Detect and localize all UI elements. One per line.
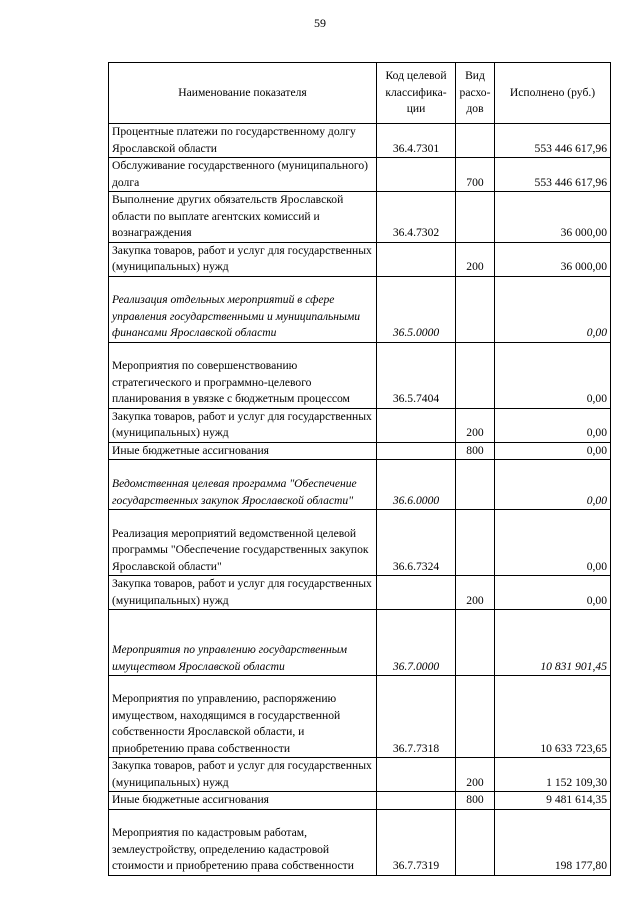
table-row (109, 276, 611, 342)
cell-code: 36.5.7404 (377, 342, 456, 408)
cell-name: Иные бюджетные ассигнования (109, 442, 377, 460)
cell-code (377, 576, 456, 610)
cell-amount: 10 633 723,65 (495, 676, 611, 758)
cell-code: 36.4.7302 (377, 192, 456, 243)
cell-amount: 0,00 (495, 342, 611, 408)
cell-name: Ведомственная целевая программа "Обеспечение государственных закупок Ярославской области" (109, 460, 377, 510)
cell-amount: 0,00 (495, 576, 611, 610)
cell-amount: 0,00 (495, 510, 611, 576)
cell-code: 36.7.0000 (377, 610, 456, 676)
cell-name: Закупка товаров, работ и услуг для государственных (муниципальных) нужд (109, 576, 377, 610)
cell-amount: 10 831 901,45 (495, 610, 611, 676)
cell-kind: 200 (456, 758, 495, 792)
table-row (109, 124, 611, 158)
cell-amount: 1 152 109,30 (495, 758, 611, 792)
cell-code: 36.6.7324 (377, 510, 456, 576)
cell-kind (456, 510, 495, 576)
cell-code: 36.4.7301 (377, 124, 456, 158)
cell-code: 36.7.7318 (377, 676, 456, 758)
cell-amount: 0,00 (495, 442, 611, 460)
table-row (109, 792, 611, 810)
cell-name: Мероприятия по совершенствованию стратегического и программно-целевого планирования в увязке с бюджетным процессом (109, 342, 377, 408)
cell-kind: 800 (456, 792, 495, 810)
table-row (109, 676, 611, 758)
cell-name: Процентные платежи по государственному долгу Ярославской области (109, 124, 377, 158)
cell-kind (456, 342, 495, 408)
cell-name: Выполнение других обязательств Ярославской области по выплате агентских комиссий и вознаграждения (109, 192, 377, 243)
cell-amount: 36 000,00 (495, 192, 611, 243)
cell-code: 36.6.0000 (377, 460, 456, 510)
cell-amount: 0,00 (495, 408, 611, 442)
cell-name: Закупка товаров, работ и услуг для государственных (муниципальных) нужд (109, 758, 377, 792)
cell-name: Иные бюджетные ассигнования (109, 792, 377, 810)
cell-code (377, 758, 456, 792)
cell-kind (456, 192, 495, 243)
cell-amount: 198 177,80 (495, 809, 611, 875)
cell-amount: 36 000,00 (495, 242, 611, 276)
table-row (109, 408, 611, 442)
cell-code (377, 408, 456, 442)
cell-code: 36.7.7319 (377, 809, 456, 875)
cell-name: Мероприятия по кадастровым работам, землеустройству, определению кадастровой стоимости и приобретению права собственности (109, 809, 377, 875)
cell-amount: 553 446 617,96 (495, 158, 611, 192)
table-header-row (109, 63, 611, 124)
cell-name: Закупка товаров, работ и услуг для государственных (муниципальных) нужд (109, 408, 377, 442)
cell-kind: 200 (456, 576, 495, 610)
cell-name: Мероприятия по управлению, распоряжению имуществом, находящимся в государственной собственности Ярославской области, и приобретению права собственности (109, 676, 377, 758)
cell-amount: 0,00 (495, 276, 611, 342)
cell-name: Реализация мероприятий ведомственной целевой программы "Обеспечение государственных закупок Ярославской области" (109, 510, 377, 576)
cell-name: Обслуживание государственного (муниципального) долга (109, 158, 377, 192)
cell-kind (456, 276, 495, 342)
cell-amount: 553 446 617,96 (495, 124, 611, 158)
header-code: Код целевой классифика-ции (377, 63, 456, 124)
cell-amount: 0,00 (495, 460, 611, 510)
cell-code (377, 792, 456, 810)
table-row (109, 510, 611, 576)
table-row (109, 442, 611, 460)
cell-name: Закупка товаров, работ и услуг для государственных (муниципальных) нужд (109, 242, 377, 276)
cell-code (377, 442, 456, 460)
cell-kind (456, 676, 495, 758)
table-row (109, 342, 611, 408)
cell-amount: 9 481 614,35 (495, 792, 611, 810)
table-row (109, 809, 611, 875)
cell-code (377, 158, 456, 192)
expenditure-table (108, 62, 611, 876)
table-row (109, 758, 611, 792)
cell-kind (456, 809, 495, 875)
table-row (109, 158, 611, 192)
header-amount: Исполнено (руб.) (495, 63, 611, 124)
page-number: 59 (314, 16, 326, 30)
cell-kind: 200 (456, 408, 495, 442)
table-row (109, 460, 611, 510)
table-row (109, 610, 611, 676)
table-row (109, 192, 611, 243)
cell-kind: 700 (456, 158, 495, 192)
cell-kind: 800 (456, 442, 495, 460)
cell-code: 36.5.0000 (377, 276, 456, 342)
header-name: Наименование показателя (109, 63, 377, 124)
cell-kind: 200 (456, 242, 495, 276)
cell-kind (456, 610, 495, 676)
table-row (109, 576, 611, 610)
header-kind: Вид расхо-дов (456, 63, 495, 124)
cell-code (377, 242, 456, 276)
cell-name: Мероприятия по управлению государственным имуществом Ярославской области (109, 610, 377, 676)
cell-kind (456, 124, 495, 158)
cell-name: Реализация отдельных мероприятий в сфере управления государственными и муниципальными финансами Ярославской области (109, 276, 377, 342)
cell-kind (456, 460, 495, 510)
table-row (109, 242, 611, 276)
